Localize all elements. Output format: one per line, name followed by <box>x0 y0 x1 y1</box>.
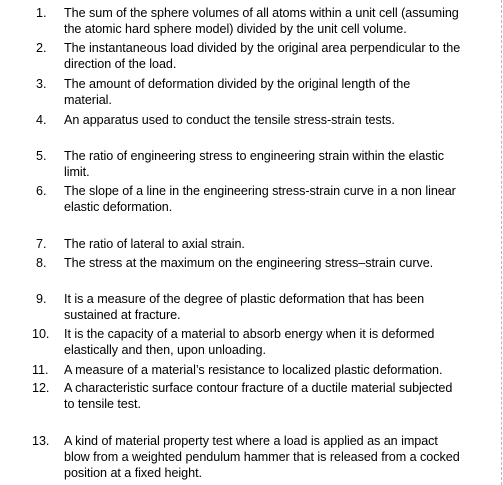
item-text <box>64 40 498 72</box>
item-text-line: blow from a weighted pendulum hammer that is released from a cocked <box>64 450 460 464</box>
item-text <box>64 326 498 358</box>
item-text <box>64 380 498 412</box>
item-number: 3. <box>36 77 47 91</box>
item-text-line: The stress at the maximum on the engineering stress–strain curve. <box>64 256 434 270</box>
item-text-line: limit. <box>64 165 90 179</box>
item-text-line: The ratio of lateral to axial strain. <box>64 237 245 251</box>
item-text <box>64 291 498 323</box>
item-number: 7. <box>36 237 47 251</box>
item-number: 5. <box>36 149 47 163</box>
item-text-line: direction of the load. <box>64 57 177 71</box>
item-text <box>64 255 498 271</box>
item-number: 8. <box>36 256 47 270</box>
item-text-line: A kind of material property test where a load is applied as an impact <box>64 434 438 448</box>
item-text <box>64 183 498 215</box>
item-number: 9. <box>36 292 47 306</box>
item-text-line: The sum of the sphere volumes of all atoms within a unit cell (assuming <box>64 6 459 20</box>
item-text-line: The instantaneous load divided by the original area perpendicular to the <box>64 41 461 55</box>
item-number: 4. <box>36 113 47 127</box>
item-text-line: material. <box>64 93 112 107</box>
item-text-line: elastically and then, upon unloading. <box>64 343 266 357</box>
item-text <box>64 148 498 180</box>
item-number: 11. <box>32 363 49 377</box>
item-text <box>64 362 498 378</box>
item-text <box>64 433 498 481</box>
item-text-line: The slope of a line in the engineering stress-strain curve in a non linear <box>64 184 456 198</box>
item-text-line: The amount of deformation divided by the original length of the <box>64 77 411 91</box>
item-text-line: sustained at fracture. <box>64 308 181 322</box>
item-text <box>64 76 498 108</box>
item-text-line: elastic deformation. <box>64 200 173 214</box>
item-text-line: It is a measure of the degree of plastic deformation that has been <box>64 292 425 306</box>
item-text-line: the atomic hard sphere model) divided by the unit cell volume. <box>64 22 407 36</box>
item-text <box>64 236 498 252</box>
item-number: 1. <box>36 6 47 20</box>
item-text <box>64 5 498 37</box>
item-number: 13. <box>32 434 50 448</box>
item-number: 2. <box>36 41 47 55</box>
item-text-line: The ratio of engineering stress to engineering strain within the elastic <box>64 149 445 163</box>
item-text-line: A measure of a material’s resistance to localized plastic deformation. <box>64 363 443 377</box>
item-number: 12. <box>32 381 50 395</box>
item-text-line: to tensile test. <box>64 397 141 411</box>
page-edge-rule <box>501 0 502 485</box>
item-text-line: position at a fixed height. <box>64 466 202 480</box>
item-text-line: A characteristic surface contour fracture of a ductile material subjected <box>64 381 453 395</box>
item-number: 10. <box>32 327 50 341</box>
item-text-line: An apparatus used to conduct the tensile stress-strain tests. <box>64 113 395 127</box>
item-text <box>64 112 498 128</box>
item-text-line: It is the capacity of a material to absorb energy when it is deformed <box>64 327 435 341</box>
item-number: 6. <box>36 184 47 198</box>
